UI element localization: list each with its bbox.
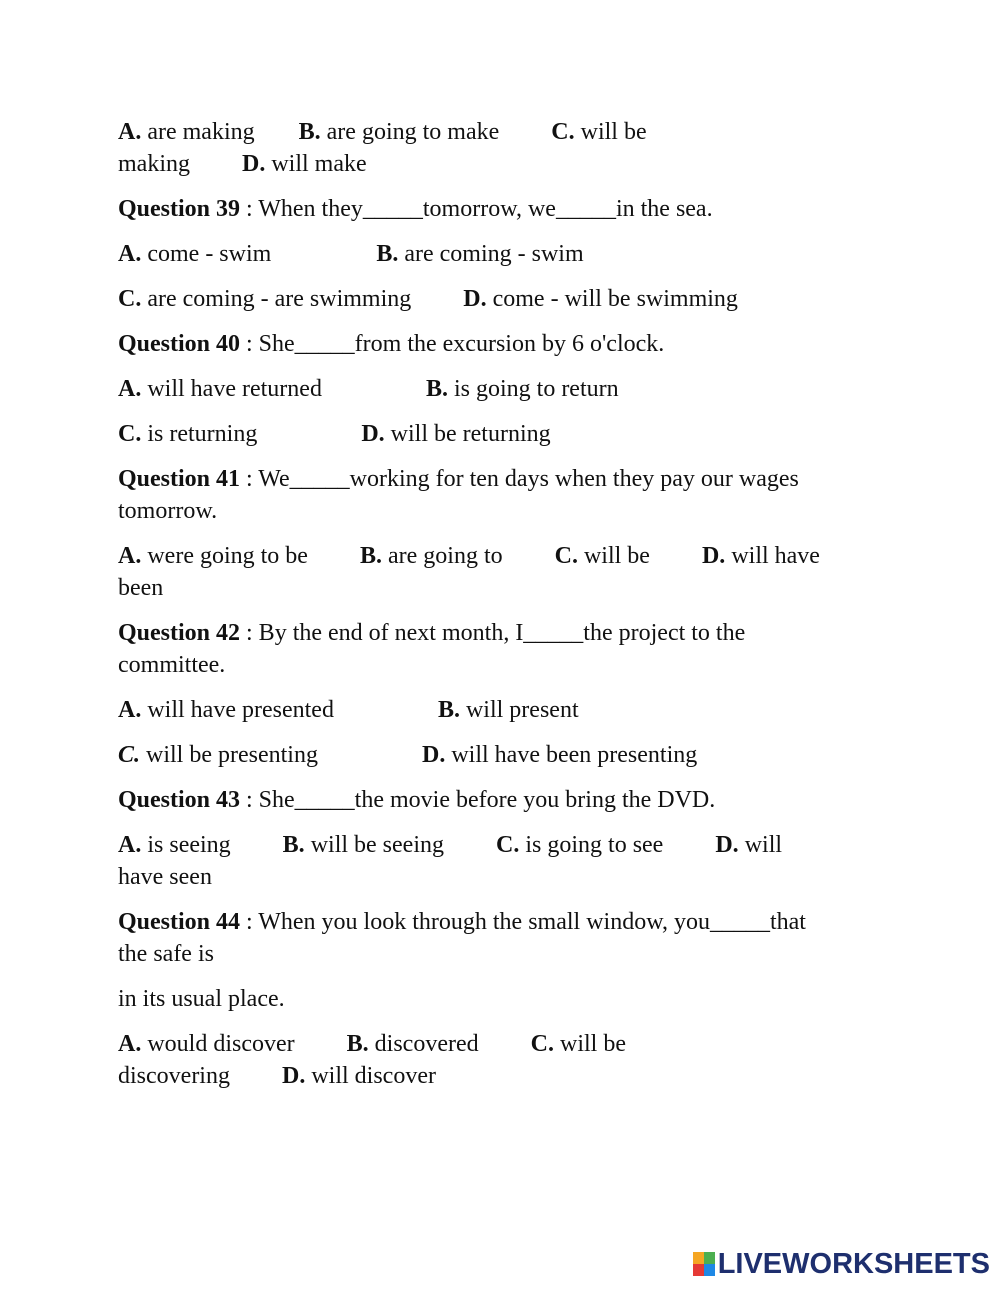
q39-options-ab (118, 238, 878, 270)
option-text: will have (725, 543, 820, 569)
question-label: Question 39 (118, 196, 241, 222)
option-text: are making (141, 119, 255, 145)
option-letter: C. (496, 832, 520, 858)
question-text: committee. (118, 652, 226, 678)
q42-options-ab (118, 694, 878, 726)
option-text: are coming - are swimming (141, 286, 412, 312)
option-text: will be (574, 119, 647, 145)
q44-options-line-2 (118, 1060, 878, 1092)
option-letter: B. (346, 1031, 369, 1057)
option-text: would discover (141, 1031, 295, 1057)
option-text: is going to see (519, 832, 664, 858)
liveworksheets-logo (693, 1249, 990, 1279)
option-text: are going to make (320, 119, 500, 145)
option-text: will have presented (141, 697, 334, 723)
question-text: : When you look through the small window, you_____that (240, 909, 806, 935)
q43-options-line-2 (118, 861, 878, 893)
option-letter: A. (118, 1031, 142, 1057)
option-text: been (118, 575, 164, 601)
option-letter: C. (530, 1031, 554, 1057)
question-43 (118, 784, 878, 816)
option-text: is returning (141, 421, 258, 447)
option-text: discovered (368, 1031, 479, 1057)
option-text: will be presenting (140, 742, 318, 768)
q44-options-line-1 (118, 1028, 878, 1060)
logo-text: LIVEWORKSHEETS (717, 1247, 990, 1280)
option-text: will be seeing (304, 832, 444, 858)
option-text: will have returned (141, 376, 322, 402)
option-text: were going to be (141, 543, 308, 569)
question-text: tomorrow. (118, 498, 218, 524)
option-letter: B. (359, 543, 382, 569)
q41-options-line-2 (118, 572, 878, 604)
q38-options-line-1 (118, 116, 878, 148)
option-letter: D. (715, 832, 739, 858)
option-letter: C. (118, 421, 142, 447)
logo-square (693, 1252, 704, 1264)
option-text: are going to (381, 543, 503, 569)
option-letter: A. (118, 376, 142, 402)
option-letter: D. (361, 421, 385, 447)
option-text: will be (577, 543, 650, 569)
question-text: the safe is (118, 941, 214, 967)
question-text: in its usual place. (118, 986, 285, 1012)
question-label: Question 44 (118, 909, 241, 935)
question-text: : We_____working for ten days when they pay our wages (240, 466, 799, 492)
option-letter: D. (242, 151, 266, 177)
option-letter: B. (298, 119, 321, 145)
question-label: Question 41 (118, 466, 241, 492)
option-letter: D. (421, 742, 446, 768)
option-letter: C. (554, 543, 578, 569)
liveworksheets-logo-icon (693, 1252, 715, 1276)
option-letter: A. (118, 832, 142, 858)
question-label: Question 40 (118, 331, 241, 357)
option-text: making (118, 151, 190, 177)
question-text: : When they_____tomorrow, we_____in the sea. (240, 196, 713, 222)
option-text: have seen (118, 864, 212, 890)
q40-options-cd (118, 418, 878, 450)
option-text: discovering (118, 1063, 230, 1089)
option-text: will (738, 832, 783, 858)
question-text: : She_____the movie before you bring the DVD. (240, 787, 716, 813)
question-44-cont (118, 938, 878, 970)
q41-options-line-1 (118, 540, 878, 572)
option-letter: A. (118, 119, 142, 145)
option-text: is seeing (141, 832, 231, 858)
option-letter: D. (463, 286, 487, 312)
question-text: : By the end of next month, I_____the project to the (240, 620, 746, 646)
q39-options-cd (118, 283, 878, 315)
question-41 (118, 463, 878, 495)
option-text: will have been presenting (445, 742, 698, 768)
option-letter: A. (118, 697, 142, 723)
question-text: : She_____from the excursion by 6 o'clock. (240, 331, 665, 357)
option-letter: B. (425, 376, 448, 402)
option-letter: B. (282, 832, 305, 858)
option-letter: C. (118, 286, 142, 312)
option-letter: C. (551, 119, 575, 145)
option-letter: B. (376, 241, 399, 267)
option-text: come - will be swimming (486, 286, 738, 312)
logo-square (704, 1264, 715, 1276)
question-41-cont (118, 495, 878, 527)
logo-square (693, 1264, 704, 1276)
option-letter: A. (118, 543, 142, 569)
worksheet-page (118, 116, 878, 1092)
question-42 (118, 617, 878, 649)
question-label: Question 43 (118, 787, 241, 813)
option-text: will be returning (384, 421, 551, 447)
question-39 (118, 193, 878, 225)
q40-options-ab (118, 373, 878, 405)
question-44 (118, 906, 878, 938)
q43-options-line-1 (118, 829, 878, 861)
option-letter: A. (118, 241, 142, 267)
option-letter: C. (118, 742, 141, 768)
logo-square (704, 1252, 715, 1264)
option-text: will present (459, 697, 579, 723)
question-44-cont-2 (118, 983, 878, 1015)
option-text: is going to return (447, 376, 619, 402)
option-letter: D. (701, 543, 726, 569)
option-text: will be (553, 1031, 626, 1057)
question-42-cont (118, 649, 878, 681)
q42-options-cd (118, 739, 878, 771)
option-letter: D. (281, 1063, 306, 1089)
option-text: come - swim (141, 241, 272, 267)
question-40 (118, 328, 878, 360)
q38-options-line-2 (118, 148, 878, 180)
option-text: are coming - swim (398, 241, 584, 267)
option-text: will make (265, 151, 367, 177)
option-letter: B. (437, 697, 460, 723)
option-text: will discover (305, 1063, 436, 1089)
question-label: Question 42 (118, 620, 241, 646)
